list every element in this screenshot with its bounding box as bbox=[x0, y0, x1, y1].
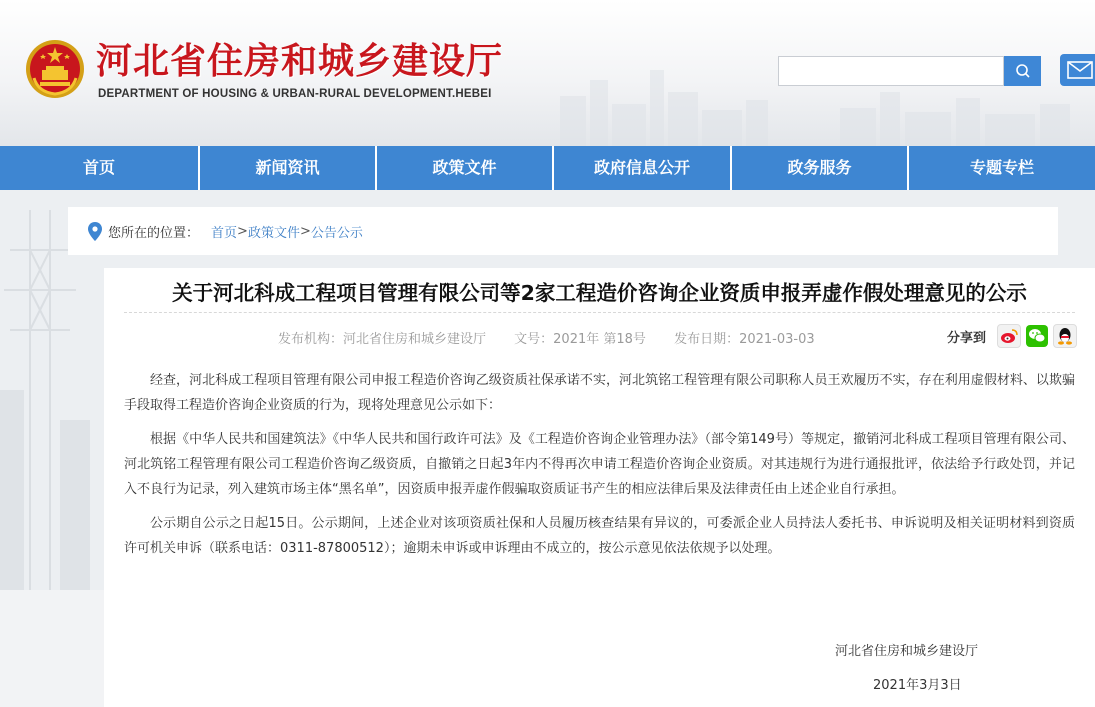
title-divider bbox=[124, 312, 1075, 313]
breadcrumb-link-policy[interactable]: 政策文件 bbox=[247, 225, 300, 241]
article-signature: 河北省住房和城乡建设厅 bbox=[835, 644, 979, 659]
mail-icon bbox=[1067, 61, 1093, 79]
article-content bbox=[124, 368, 1075, 570]
nav-item-services[interactable]: 政务服务 bbox=[732, 146, 909, 190]
mail-button[interactable] bbox=[1060, 54, 1095, 86]
breadcrumb-link-notice[interactable]: 公告公示 bbox=[310, 225, 363, 241]
article-title: 关于河北科成工程项目管理有限公司等2家工程造价咨询企业资质申报弄虚作假处理意见的公示 bbox=[172, 281, 1027, 305]
nav-item-home[interactable]: 首页 bbox=[0, 146, 200, 190]
article-signature-date: 2021年3月3日 bbox=[873, 678, 962, 693]
qq-icon bbox=[1057, 327, 1073, 345]
breadcrumb-separator: > bbox=[299, 223, 311, 239]
share-bar bbox=[947, 324, 1077, 348]
left-margin-strip bbox=[0, 590, 104, 707]
meta-date: 发布日期：2021-03-03 bbox=[674, 332, 815, 347]
article-paragraph: 经查，河北科成工程项目管理有限公司申报工程造价咨询乙级资质社保承诺不实，河北筑铭工程管理有限公司职称人员王欢履历不实，存在利用虚假材料、以欺骗手段取得工程造价咨询企业资质的行为，现将处理意见公示如下： bbox=[124, 373, 1075, 413]
nav-item-topics[interactable]: 专题专栏 bbox=[969, 158, 1034, 177]
breadcrumb bbox=[68, 207, 1058, 255]
breadcrumb-separator: > bbox=[237, 223, 248, 239]
national-emblem-icon bbox=[24, 38, 86, 100]
share-label: 分享到 bbox=[947, 330, 987, 346]
qq-share-button[interactable] bbox=[1053, 324, 1077, 348]
search-input[interactable] bbox=[778, 56, 1004, 86]
main-nav bbox=[0, 146, 1095, 190]
breadcrumb-label: 您所在的位置： bbox=[108, 225, 200, 241]
nav-item-policy[interactable]: 政策文件 bbox=[377, 146, 554, 190]
meta-doc-number: 文号：2021年 第18号 bbox=[514, 332, 646, 347]
article-paragraph: 根据《中华人民共和国建筑法》《中华人民共和国行政许可法》及《工程造价咨询企业管理办法》（部令第149号）等规定，撤销河北科成工程项目管理有限公司、河北筑铭工程管理有限公司工程造价咨询乙级资质，自撤销之日起3年内不得再次申请工程造价咨询企业资质。对其违规行为进行通报批评，依法给予行政处罚，并记入不良行为记录，列入建筑市场主体“黑名单”，因资质申报弄虚作假骗取资质证书产生的相应法律后果及法律责任由上述企业自行承担。 bbox=[124, 432, 1075, 497]
nav-item-gov-info[interactable]: 政府信息公开 bbox=[554, 146, 732, 190]
article-paragraph: 公示期自公示之日起15日。公示期间，上述企业对该项资质社保和人员履历核查结果有异议的，可委派企业人员持法人委托书、申诉说明及相关证明材料到资质许可机关申诉（联系电话：0311-87800512）；逾期未申诉或申诉理由不成立的，按公示意见依法依规予以处理。 bbox=[124, 516, 1075, 556]
article-meta bbox=[278, 328, 839, 347]
breadcrumb-link-home[interactable]: 首页 bbox=[211, 225, 238, 241]
wechat-share-button[interactable] bbox=[1026, 325, 1048, 347]
search-button[interactable] bbox=[1004, 56, 1041, 86]
site-subtitle: DEPARTMENT OF HOUSING & URBAN-RURAL DEVELOPMENT.HEBEI bbox=[98, 88, 492, 100]
search-icon bbox=[1015, 63, 1031, 79]
site-header bbox=[0, 0, 1095, 146]
meta-publisher: 发布机构：河北省住房和城乡建设厅 bbox=[278, 332, 487, 347]
wechat-icon bbox=[1028, 328, 1046, 344]
article bbox=[104, 268, 1095, 707]
site-title: 河北省住房和城乡建设厅 bbox=[96, 41, 504, 82]
weibo-icon bbox=[1000, 328, 1018, 344]
location-pin-icon bbox=[88, 222, 102, 241]
nav-item-news[interactable]: 新闻资讯 bbox=[200, 146, 377, 190]
weibo-share-button[interactable] bbox=[997, 324, 1021, 348]
